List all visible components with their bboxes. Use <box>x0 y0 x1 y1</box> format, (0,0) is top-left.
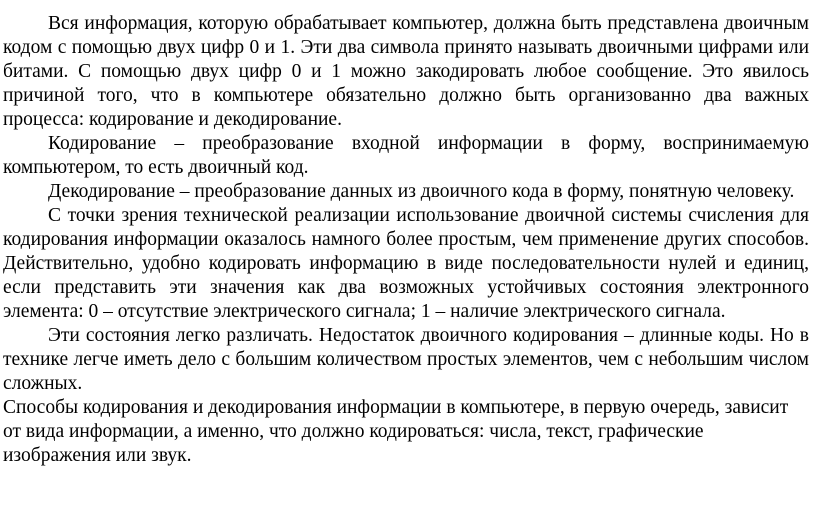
paragraph-decoding-definition: Декодирование – преобразование данных из двоичного кода в форму, понятную человеку. <box>48 181 795 202</box>
paragraph-binary-code: Вся информация, которую обрабатывает компьютер, должна быть представлена двоичным кодом с помощью двух цифр 0 и 1. Эти два символа принято называть двоичными цифрами или битами. С помощью двух цифр 0 и 1 можно закодировать любое сообщение. Это явилось причиной того, что в компьютере обязательно должно быть организованно два важных процесса: кодирование и декодирование. <box>3 13 809 130</box>
paragraph-technical-implementation: С точки зрения технической реализации использование двоичной системы счисления для кодирования информации оказалось намного более простым, чем применение других способов. Действительно, удобно кодировать информацию в виде последовательности нулей и единиц, если представить эти значения как два возможных устойчивых состояния электронного элемента: 0 – отсутствие электрического сигнала; 1 – наличие электрического сигнала. <box>3 205 809 322</box>
paragraph-encoding-definition: Кодирование – преобразование входной информации в форму, воспринимаемую компьютером, то есть двоичный код. <box>3 133 809 178</box>
paragraph-states: Эти состояния легко различать. Недостаток двоичного кодирования – длинные коды. Но в технике легче иметь дело с большим количеством простых элементов, чем с небольшим числом сложных. <box>3 325 809 394</box>
paragraph-encoding-methods: Способы кодирования и декодирования информации в компьютере, в первую очередь, зависит от вида информации, а именно, что должно кодироваться: числа, текст, графические изображения или звук. <box>3 397 789 466</box>
